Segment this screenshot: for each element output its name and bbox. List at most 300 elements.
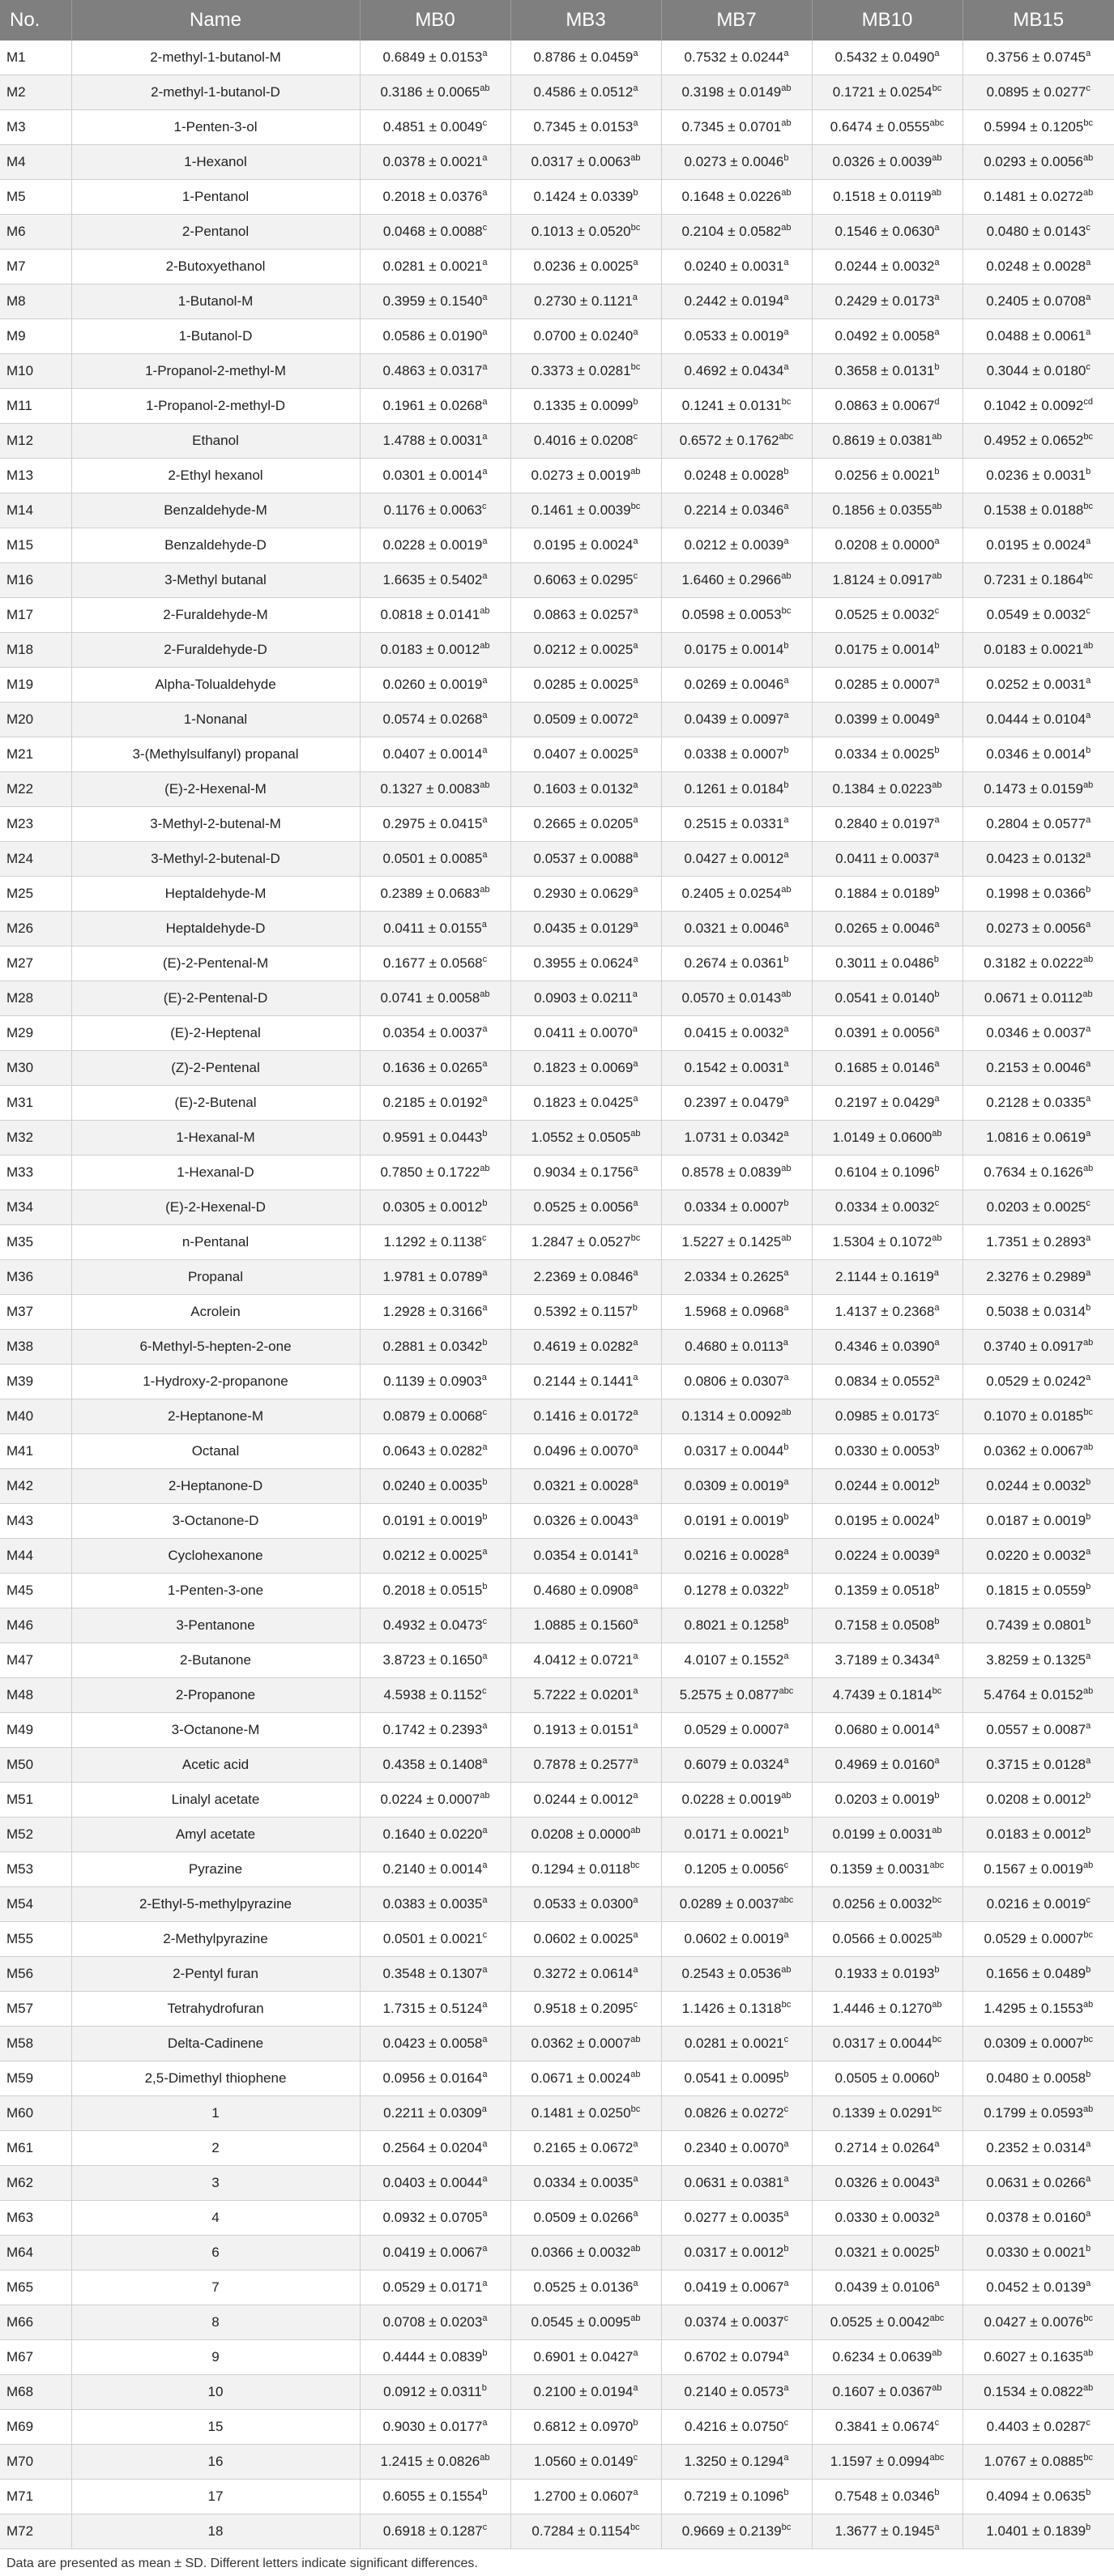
cell-value: 0.0326 ± 0.0039 [832,154,933,169]
significance-letter: b [632,1303,638,1313]
cell-mb10 [812,215,962,250]
cell-no: M36 [0,1260,71,1295]
cell-mb7 [661,1295,812,1330]
cell-mb3 [510,2166,661,2201]
header-no: No. [0,0,71,41]
cell-value: 0.0330 ± 0.0053 [834,1443,935,1459]
table-row [0,2514,1114,2549]
cell-mb10 [812,1365,962,1399]
significance-letter: abc [779,1895,794,1905]
cell-value: 0.1546 ± 0.0630 [834,224,935,239]
cell-no: M2 [0,75,71,110]
significance-letter: ab [630,2070,641,2079]
cell-value: 0.0399 ± 0.0049 [834,711,935,727]
significance-letter: a [633,2174,638,2184]
cell-mb7 [661,1260,812,1295]
significance-letter: ab [932,1233,942,1243]
cell-mb10 [812,772,962,807]
cell-value: 0.0317 ± 0.0044 [832,2036,933,2051]
cell-value: 0.0228 ± 0.0019 [382,537,483,553]
cell-mb15 [962,1295,1114,1330]
cell-mb7 [661,1365,812,1399]
significance-letter: a [1086,1268,1091,1278]
cell-value: 0.3186 ± 0.0065 [380,84,480,100]
significance-letter: a [783,1129,789,1138]
cell-mb3 [510,110,661,145]
cell-mb3 [510,1957,661,1992]
significance-letter: a [783,327,789,337]
cell-no: M61 [0,2131,71,2166]
cell-value: 0.1913 ± 0.0151 [533,1722,634,1737]
cell-mb7 [661,598,812,633]
cell-value: 0.0631 ± 0.0381 [684,2175,784,2190]
significance-letter: c [633,2453,638,2463]
significance-letter: b [934,1164,940,1173]
significance-letter: b [1086,2070,1091,2079]
cell-mb3 [510,2410,661,2445]
cell-value: 0.2714 ± 0.0264 [834,2140,935,2155]
cell-value: 1.7315 ± 0.5124 [382,2001,483,2016]
cell-no: M12 [0,424,71,459]
table-row [0,1330,1114,1365]
significance-letter: a [1086,2174,1091,2184]
cell-mb10 [812,981,962,1016]
cell-mb0 [360,1016,510,1051]
cell-mb10 [812,75,962,110]
significance-letter: b [1086,2523,1091,2532]
cell-value: 0.2515 ± 0.0331 [684,816,784,831]
cell-value: 0.0525 ± 0.0032 [834,607,935,622]
cell-value: 0.2840 ± 0.0197 [834,816,935,831]
cell-value: 0.0863 ± 0.0067 [834,398,935,413]
cell-value: 0.7878 ± 0.2577 [533,1757,634,1772]
cell-value: 0.0537 ± 0.0088 [533,851,634,866]
significance-letter: a [482,571,488,581]
table-row [0,1399,1114,1434]
cell-mb3 [510,2027,661,2061]
significance-letter: b [1086,2488,1091,2497]
cell-mb15 [962,1992,1114,2027]
cell-mb15 [962,1922,1114,1957]
cell-no: M51 [0,1783,71,1818]
cell-mb10 [812,563,962,598]
table-row [0,946,1114,981]
cell-value: 0.0509 ± 0.0072 [533,711,634,727]
cell-mb10 [812,842,962,877]
cell-mb3 [510,2236,661,2271]
cell-mb3 [510,1190,661,1225]
cell-value: 0.0439 ± 0.0106 [834,2279,935,2295]
cell-compound-name: 9 [71,2340,360,2375]
cell-value: 0.0985 ± 0.0173 [834,1408,935,1424]
cell-value: 2.1144 ± 0.1619 [835,1269,934,1284]
cell-compound-name: Delta-Cadinene [71,2027,360,2061]
cell-compound-name: 2-Butanone [71,1643,360,1678]
significance-letter: b [934,2488,940,2497]
cell-mb15 [962,1818,1114,1852]
significance-letter: c [1086,606,1091,616]
cell-no: M25 [0,877,71,912]
cell-mb7 [661,1887,812,1922]
significance-letter: c [633,432,638,442]
significance-letter: a [783,1373,789,1382]
cell-mb0 [360,2375,510,2410]
cell-mb15 [962,145,1114,180]
table-row [0,2340,1114,2375]
cell-mb7 [661,1086,812,1121]
significance-letter: bc [781,2000,792,2010]
significance-letter: a [934,2523,940,2532]
cell-mb7 [661,389,812,424]
significance-letter: a [783,2453,789,2463]
significance-letter: b [783,780,789,790]
significance-letter: cd [1083,397,1093,407]
cell-value: 0.0256 ± 0.0032 [832,1896,933,1912]
significance-letter: a [482,432,488,442]
cell-value: 0.0317 ± 0.0063 [531,154,631,169]
cell-value: 0.0175 ± 0.0014 [834,642,935,657]
cell-value: 0.1070 ± 0.0185 [984,1408,1084,1424]
cell-value: 1.7351 ± 0.2893 [986,1234,1086,1250]
cell-mb10 [812,1469,962,1504]
table-row [0,319,1114,354]
cell-no: M49 [0,1713,71,1748]
cell-mb0 [360,703,510,737]
cell-value: 0.5994 ± 0.1205 [984,119,1084,135]
cell-no: M3 [0,110,71,145]
cell-value: 3.8259 ± 0.1325 [986,1652,1086,1668]
significance-letter: c [1086,223,1091,233]
cell-value: 0.6079 ± 0.0324 [684,1757,784,1772]
cell-mb0 [360,737,510,772]
cell-mb10 [812,1156,962,1190]
table-row [0,1016,1114,1051]
significance-letter: bc [1083,1408,1093,1417]
cell-compound-name: 2-Pentyl furan [71,1957,360,1992]
significance-letter: ab [630,153,641,163]
cell-value: 0.0273 ± 0.0056 [986,921,1086,936]
significance-letter: a [783,1268,789,1278]
cell-compound-name: 3-Methyl-2-butenal-D [71,842,360,877]
table-row [0,563,1114,598]
cell-mb7 [661,2410,812,2445]
cell-mb10 [812,1678,962,1713]
cell-value: 0.0338 ± 0.0007 [684,746,784,762]
significance-letter: a [783,293,789,302]
cell-value: 1.8124 ± 0.0917 [832,572,933,587]
significance-letter: abc [779,432,794,442]
table-row [0,1748,1114,1783]
cell-mb0 [360,2131,510,2166]
significance-letter: a [934,1547,940,1557]
cell-compound-name: 18 [71,2514,360,2549]
cell-value: 0.5432 ± 0.0490 [834,49,935,65]
cell-value: 0.0549 ± 0.0032 [986,607,1086,622]
cell-mb0 [360,1399,510,1434]
cell-mb3 [510,1330,661,1365]
cell-value: 0.2140 ± 0.0014 [382,1861,483,1877]
significance-letter: a [1086,1721,1091,1731]
cell-mb10 [812,284,962,319]
cell-value: 0.0224 ± 0.0007 [380,1792,480,1807]
significance-letter: a [934,1059,940,1069]
cell-mb0 [360,563,510,598]
cell-mb15 [962,1539,1114,1574]
significance-letter: a [482,397,488,407]
significance-letter: a [482,1303,488,1313]
table-row [0,1365,1114,1399]
table-row [0,1469,1114,1504]
cell-mb3 [510,2131,661,2166]
cell-mb0 [360,772,510,807]
cell-no: M31 [0,1086,71,1121]
cell-value: 0.4444 ± 0.0839 [382,2349,483,2365]
table-row [0,2061,1114,2096]
significance-letter: b [934,1965,940,1975]
cell-value: 0.0501 ± 0.0085 [382,851,483,866]
significance-letter: a [783,1547,789,1557]
cell-value: 0.0228 ± 0.0019 [681,1792,782,1807]
cell-value: 0.0643 ± 0.0282 [382,1443,483,1459]
cell-mb3 [510,424,661,459]
table-row [0,2236,1114,2271]
cell-mb0 [360,1539,510,1574]
significance-letter: a [633,2383,638,2393]
cell-mb7 [661,493,812,528]
cell-mb0 [360,528,510,563]
cell-mb0 [360,633,510,668]
cell-mb0 [360,2201,510,2236]
cell-value: 0.4016 ± 0.0208 [533,433,634,448]
significance-letter: a [783,1756,789,1766]
cell-no: M14 [0,493,71,528]
cell-value: 1.1426 ± 0.1318 [681,2001,782,2016]
cell-mb3 [510,2305,661,2340]
cell-mb3 [510,703,661,737]
significance-letter: bc [1083,1930,1093,1940]
cell-value: 0.0256 ± 0.0021 [834,468,935,483]
cell-mb7 [661,2096,812,2131]
cell-value: 0.0671 ± 0.0112 [984,990,1083,1006]
cell-mb3 [510,2375,661,2410]
cell-value: 0.2340 ± 0.0070 [684,2140,784,2155]
significance-letter: b [934,989,940,999]
cell-mb10 [812,807,962,842]
significance-letter: a [633,850,638,860]
significance-letter: a [633,2488,638,2497]
significance-letter: ab [480,2453,490,2463]
cell-value: 0.2804 ± 0.0577 [986,816,1086,831]
table-row [0,1713,1114,1748]
cell-value: 0.0529 ± 0.0242 [986,1373,1086,1389]
significance-letter: a [1086,1129,1091,1138]
significance-letter: ab [932,1826,942,1835]
cell-value: 3.7189 ± 0.3434 [834,1652,935,1668]
cell-value: 0.0586 ± 0.0190 [382,328,483,344]
cell-value: 0.0334 ± 0.0035 [533,2175,634,2190]
significance-letter: a [1086,1373,1091,1382]
cell-mb10 [812,2340,962,2375]
cell-mb0 [360,598,510,633]
significance-letter: a [633,2139,638,2149]
cell-mb10 [812,1330,962,1365]
cell-mb0 [360,807,510,842]
significance-letter: a [482,1059,488,1069]
significance-letter: a [934,49,940,58]
significance-letter: c [482,2523,488,2532]
significance-letter: a [1086,2209,1091,2219]
cell-mb15 [962,1608,1114,1643]
cell-value: 0.1884 ± 0.0189 [834,886,935,901]
cell-compound-name: 16 [71,2445,360,2480]
significance-letter: ab [781,1408,792,1417]
cell-mb7 [661,1504,812,1539]
cell-mb10 [812,703,962,737]
significance-letter: b [482,1129,488,1138]
cell-mb15 [962,946,1114,981]
cell-value: 1.0552 ± 0.0505 [531,1130,631,1145]
cell-value: 0.1538 ± 0.0188 [984,502,1084,518]
cell-compound-name: Amyl acetate [71,1818,360,1852]
significance-letter: b [783,153,789,163]
significance-letter: a [633,258,638,267]
cell-value: 0.2665 ± 0.0205 [533,816,634,831]
significance-letter: ab [932,502,942,511]
cell-value: 1.3677 ± 0.1945 [834,2523,935,2539]
cell-compound-name: 1-Hexanal-D [71,1156,360,1190]
significance-letter: ab [1083,1442,1094,1452]
cell-value: 0.1176 ± 0.0063 [383,502,482,518]
cell-compound-name: 1-Butanol-D [71,319,360,354]
cell-mb3 [510,459,661,493]
cell-no: M66 [0,2305,71,2340]
cell-value: 0.0195 ± 0.0024 [986,537,1086,553]
significance-letter: b [783,1512,789,1522]
cell-value: 0.0309 ± 0.0007 [984,2036,1084,2051]
table-row [0,2375,1114,2410]
significance-letter: a [1086,676,1091,686]
significance-letter: b [934,885,940,895]
significance-letter: c [934,1408,940,1417]
cell-value: 0.0505 ± 0.0060 [834,2070,935,2086]
significance-letter: b [1086,1617,1091,1626]
significance-letter: a [934,293,940,302]
significance-letter: a [934,223,940,233]
cell-compound-name: 2-Heptanone-M [71,1399,360,1434]
cell-mb7 [661,2375,812,2410]
cell-mb3 [510,2201,661,2236]
cell-value: 2.3276 ± 0.2989 [986,1269,1086,1284]
cell-mb15 [962,2514,1114,2549]
cell-value: 0.0260 ± 0.0019 [382,677,483,692]
significance-letter: ab [630,467,641,476]
significance-letter: a [482,815,488,825]
significance-letter: ab [932,2000,942,2010]
cell-value: 0.3740 ± 0.0917 [984,1339,1084,1354]
table-row [0,703,1114,737]
cell-value: 1.9781 ± 0.0789 [382,1269,483,1284]
cell-mb15 [962,1190,1114,1225]
cell-mb15 [962,772,1114,807]
cell-value: 0.0444 ± 0.0104 [986,711,1086,727]
cell-value: 0.4932 ± 0.0473 [382,1617,483,1633]
cell-mb15 [962,2201,1114,2236]
significance-letter: a [783,258,789,267]
cell-mb0 [360,2027,510,2061]
significance-letter: a [633,1721,638,1731]
cell-mb15 [962,1783,1114,1818]
cell-mb3 [510,75,661,110]
significance-letter: b [934,1617,940,1626]
cell-value: 0.1648 ± 0.0226 [681,189,782,204]
cell-compound-name: 3-Pentanone [71,1608,360,1643]
significance-letter: ab [781,118,792,128]
cell-mb15 [962,1051,1114,1086]
significance-letter: a [1086,1233,1091,1243]
significance-letter: b [482,2348,488,2358]
table-footnote: Data are presented as mean ± SD. Different letters indicate significant differences. [6,2557,478,2570]
cell-compound-name: 4 [71,2201,360,2236]
cell-mb10 [812,1086,962,1121]
cell-mb15 [962,1748,1114,1783]
cell-mb3 [510,1086,661,1121]
cell-mb10 [812,1748,962,1783]
table-row [0,1608,1114,1643]
significance-letter: a [482,2174,488,2184]
cell-compound-name: 17 [71,2480,360,2514]
cell-mb15 [962,2305,1114,2340]
cell-mb15 [962,2131,1114,2166]
cell-value: 0.0439 ± 0.0097 [684,711,784,727]
cell-mb7 [661,946,812,981]
significance-letter: a [633,327,638,337]
cell-value: 1.6460 ± 0.2966 [681,572,782,587]
cell-mb7 [661,772,812,807]
cell-mb15 [962,2061,1114,2096]
cell-value: 0.2165 ± 0.0672 [533,2140,634,2155]
significance-letter: bc [781,397,792,407]
significance-letter: c [482,1233,487,1243]
cell-mb7 [661,703,812,737]
cell-value: 0.4586 ± 0.0512 [533,84,634,100]
significance-letter: a [1086,920,1091,929]
cell-value: 0.4863 ± 0.0317 [382,363,483,378]
significance-letter: ab [1083,1860,1094,1870]
cell-value: 0.1473 ± 0.0159 [984,781,1084,797]
cell-compound-name: 2-Ethyl hexanol [71,459,360,493]
cell-mb0 [360,424,510,459]
cell-value: 0.0183 ± 0.0012 [380,642,480,657]
cell-mb10 [812,1992,962,2027]
cell-value: 0.8578 ± 0.0839 [681,1164,782,1180]
cell-value: 0.0903 ± 0.0211 [534,990,633,1006]
cell-mb3 [510,668,661,703]
cell-value: 0.0224 ± 0.0039 [834,1548,935,1563]
significance-letter: ab [781,1233,792,1243]
significance-letter: b [482,1582,488,1591]
significance-letter: b [783,1442,789,1452]
cell-value: 0.0708 ± 0.0203 [382,2314,483,2330]
cell-mb0 [360,389,510,424]
cell-value: 0.0541 ± 0.0095 [684,2070,784,2086]
significance-letter: a [482,467,488,476]
significance-letter: ab [630,2313,641,2323]
cell-mb7 [661,2514,812,2549]
cell-value: 0.1359 ± 0.0518 [834,1583,935,1598]
cell-mb15 [962,528,1114,563]
significance-letter: a [482,2313,488,2323]
cell-mb10 [812,1713,962,1748]
